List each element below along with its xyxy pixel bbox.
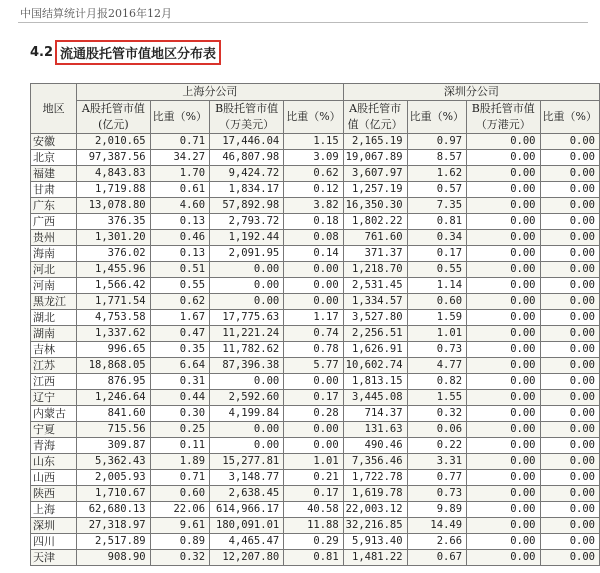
region-cell: 黑龙江 [31, 294, 77, 310]
value-cell: 1,566.42 [77, 278, 150, 294]
table-row [31, 454, 600, 470]
value-cell: 131.63 [343, 422, 407, 438]
value-cell: 0.00 [284, 294, 343, 310]
table-row [31, 230, 600, 246]
value-cell: 10,602.74 [343, 358, 407, 374]
value-cell: 0.00 [467, 454, 540, 470]
value-cell: 1,301.20 [77, 230, 150, 246]
value-cell: 0.97 [407, 134, 466, 150]
value-cell: 11,782.62 [210, 342, 284, 358]
sh-b-ratio-header: 比重（%） [284, 101, 343, 134]
value-cell: 0.32 [150, 550, 209, 566]
value-cell: 0.25 [150, 422, 209, 438]
value-cell: 0.61 [150, 182, 209, 198]
value-cell: 0.00 [210, 422, 284, 438]
value-cell: 0.00 [467, 406, 540, 422]
value-cell: 1,834.17 [210, 182, 284, 198]
value-cell: 0.00 [467, 150, 540, 166]
region-cell: 上海 [31, 502, 77, 518]
table-row [31, 150, 600, 166]
sz-a-ratio-header: 比重（%） [407, 101, 466, 134]
value-cell: 0.00 [210, 278, 284, 294]
value-cell: 0.00 [540, 182, 599, 198]
value-cell: 0.00 [467, 422, 540, 438]
value-cell: 1,218.70 [343, 262, 407, 278]
value-cell: 0.00 [467, 358, 540, 374]
value-cell: 40.58 [284, 502, 343, 518]
value-cell: 0.51 [150, 262, 209, 278]
value-cell: 0.00 [540, 150, 599, 166]
value-cell: 309.87 [77, 438, 150, 454]
value-cell: 0.00 [540, 230, 599, 246]
value-cell: 0.00 [467, 214, 540, 230]
sh-b-share-header: B股托管市值 （万美元） [210, 101, 284, 134]
value-cell: 1,337.62 [77, 326, 150, 342]
region-cell: 陕西 [31, 486, 77, 502]
table-row [31, 182, 600, 198]
value-cell: 16,350.30 [343, 198, 407, 214]
table-row [31, 294, 600, 310]
region-cell: 河南 [31, 278, 77, 294]
value-cell: 2.66 [407, 534, 466, 550]
value-cell: 0.00 [467, 182, 540, 198]
distribution-table [30, 83, 600, 566]
value-cell: 0.00 [540, 406, 599, 422]
value-cell: 2,165.19 [343, 134, 407, 150]
value-cell: 0.29 [284, 534, 343, 550]
value-cell: 22,003.12 [343, 502, 407, 518]
section-heading [30, 40, 221, 65]
region-cell: 四川 [31, 534, 77, 550]
value-cell: 32,216.85 [343, 518, 407, 534]
value-cell: 1,771.54 [77, 294, 150, 310]
value-cell: 841.60 [77, 406, 150, 422]
value-cell: 0.81 [284, 550, 343, 566]
report-header: 中国结算统计月报2016年12月 [20, 7, 172, 20]
value-cell: 0.71 [150, 470, 209, 486]
value-cell: 180,091.01 [210, 518, 284, 534]
value-cell: 1.67 [150, 310, 209, 326]
header-rule [18, 22, 588, 23]
value-cell: 4.60 [150, 198, 209, 214]
value-cell: 371.37 [343, 246, 407, 262]
region-cell: 安徽 [31, 134, 77, 150]
value-cell: 7,356.46 [343, 454, 407, 470]
value-cell: 0.00 [540, 326, 599, 342]
value-cell: 1.89 [150, 454, 209, 470]
value-cell: 17,775.63 [210, 310, 284, 326]
section-title: 流通股托管市值地区分布表 [55, 40, 221, 65]
value-cell: 0.00 [467, 502, 540, 518]
value-cell: 7.35 [407, 198, 466, 214]
value-cell: 3,607.97 [343, 166, 407, 182]
value-cell: 0.71 [150, 134, 209, 150]
value-cell: 19,067.89 [343, 150, 407, 166]
value-cell: 3.09 [284, 150, 343, 166]
value-cell: 0.00 [210, 374, 284, 390]
value-cell: 0.00 [540, 246, 599, 262]
value-cell: 1.15 [284, 134, 343, 150]
value-cell: 0.34 [407, 230, 466, 246]
value-cell: 3,148.77 [210, 470, 284, 486]
value-cell: 3,445.08 [343, 390, 407, 406]
value-cell: 57,892.98 [210, 198, 284, 214]
value-cell: 0.81 [407, 214, 466, 230]
value-cell: 0.00 [540, 278, 599, 294]
value-cell: 1.59 [407, 310, 466, 326]
region-cell: 内蒙古 [31, 406, 77, 422]
value-cell: 0.60 [150, 486, 209, 502]
value-cell: 0.00 [540, 454, 599, 470]
value-cell: 1,481.22 [343, 550, 407, 566]
value-cell: 0.00 [467, 230, 540, 246]
table-row [31, 438, 600, 454]
region-cell: 宁夏 [31, 422, 77, 438]
value-cell: 3.31 [407, 454, 466, 470]
value-cell: 0.57 [407, 182, 466, 198]
value-cell: 0.00 [540, 198, 599, 214]
value-cell: 0.17 [284, 486, 343, 502]
value-cell: 0.74 [284, 326, 343, 342]
value-cell: 0.17 [407, 246, 466, 262]
table-row [31, 358, 600, 374]
value-cell: 0.08 [284, 230, 343, 246]
value-cell: 9.89 [407, 502, 466, 518]
value-cell: 0.17 [284, 390, 343, 406]
value-cell: 87,396.38 [210, 358, 284, 374]
sh-a-ratio-header: 比重（%） [150, 101, 209, 134]
table-row [31, 406, 600, 422]
value-cell: 0.00 [540, 358, 599, 374]
value-cell: 0.62 [284, 166, 343, 182]
value-cell: 62,680.13 [77, 502, 150, 518]
region-cell: 青海 [31, 438, 77, 454]
value-cell: 0.00 [467, 310, 540, 326]
value-cell: 0.11 [150, 438, 209, 454]
region-cell: 湖南 [31, 326, 77, 342]
region-cell: 广西 [31, 214, 77, 230]
table-row [31, 278, 600, 294]
value-cell: 0.77 [407, 470, 466, 486]
region-cell: 吉林 [31, 342, 77, 358]
value-cell: 0.78 [284, 342, 343, 358]
value-cell: 376.02 [77, 246, 150, 262]
region-cell: 辽宁 [31, 390, 77, 406]
value-cell: 14.49 [407, 518, 466, 534]
value-cell: 0.00 [540, 166, 599, 182]
table-row [31, 214, 600, 230]
table-row [31, 246, 600, 262]
value-cell: 1,719.88 [77, 182, 150, 198]
value-cell: 0.73 [407, 342, 466, 358]
value-cell: 0.89 [150, 534, 209, 550]
value-cell: 0.00 [467, 326, 540, 342]
value-cell: 2,091.95 [210, 246, 284, 262]
value-cell: 0.00 [284, 262, 343, 278]
value-cell: 1,710.67 [77, 486, 150, 502]
table-row [31, 134, 600, 150]
region-cell: 山东 [31, 454, 77, 470]
value-cell: 0.00 [284, 422, 343, 438]
value-cell: 1,257.19 [343, 182, 407, 198]
section-number: 4.2 [30, 45, 54, 60]
value-cell: 0.00 [540, 550, 599, 566]
value-cell: 0.13 [150, 246, 209, 262]
table-row [31, 422, 600, 438]
value-cell: 0.00 [467, 390, 540, 406]
value-cell: 0.00 [467, 550, 540, 566]
value-cell: 12,207.80 [210, 550, 284, 566]
value-cell: 8.57 [407, 150, 466, 166]
value-cell: 1,334.57 [343, 294, 407, 310]
value-cell: 27,318.97 [77, 518, 150, 534]
value-cell: 0.60 [407, 294, 466, 310]
value-cell: 0.35 [150, 342, 209, 358]
region-cell: 河北 [31, 262, 77, 278]
value-cell: 0.00 [467, 518, 540, 534]
value-cell: 17,446.04 [210, 134, 284, 150]
value-cell: 18,868.05 [77, 358, 150, 374]
value-cell: 1,626.91 [343, 342, 407, 358]
value-cell: 0.00 [540, 262, 599, 278]
value-cell: 715.56 [77, 422, 150, 438]
value-cell: 0.73 [407, 486, 466, 502]
value-cell: 6.64 [150, 358, 209, 374]
value-cell: 376.35 [77, 214, 150, 230]
value-cell: 2,793.72 [210, 214, 284, 230]
value-cell: 0.14 [284, 246, 343, 262]
value-cell: 0.00 [540, 422, 599, 438]
value-cell: 1.55 [407, 390, 466, 406]
value-cell: 2,531.45 [343, 278, 407, 294]
value-cell: 2,005.93 [77, 470, 150, 486]
region-cell: 深圳 [31, 518, 77, 534]
value-cell: 0.00 [467, 294, 540, 310]
value-cell: 1,619.78 [343, 486, 407, 502]
value-cell: 4,843.83 [77, 166, 150, 182]
value-cell: 0.21 [284, 470, 343, 486]
value-cell: 13,078.80 [77, 198, 150, 214]
region-cell: 北京 [31, 150, 77, 166]
value-cell: 0.00 [467, 470, 540, 486]
region-cell: 湖北 [31, 310, 77, 326]
table-row [31, 198, 600, 214]
value-cell: 0.00 [540, 310, 599, 326]
value-cell: 5.77 [284, 358, 343, 374]
value-cell: 0.00 [540, 214, 599, 230]
value-cell: 0.44 [150, 390, 209, 406]
value-cell: 11,221.24 [210, 326, 284, 342]
table-row [31, 534, 600, 550]
region-cell: 甘肃 [31, 182, 77, 198]
value-cell: 0.00 [467, 438, 540, 454]
value-cell: 0.00 [540, 518, 599, 534]
value-cell: 2,592.60 [210, 390, 284, 406]
value-cell: 1,455.96 [77, 262, 150, 278]
value-cell: 0.00 [540, 134, 599, 150]
value-cell: 9.61 [150, 518, 209, 534]
table-row [31, 550, 600, 566]
value-cell: 614,966.17 [210, 502, 284, 518]
value-cell: 1.01 [284, 454, 343, 470]
value-cell: 4,753.58 [77, 310, 150, 326]
table-row [31, 374, 600, 390]
table-row [31, 262, 600, 278]
value-cell: 4,199.84 [210, 406, 284, 422]
value-cell: 1.01 [407, 326, 466, 342]
sh-a-share-header: A股托管市值 (亿元) [77, 101, 150, 134]
value-cell: 0.46 [150, 230, 209, 246]
region-cell: 江西 [31, 374, 77, 390]
value-cell: 0.55 [150, 278, 209, 294]
value-cell: 0.00 [540, 534, 599, 550]
value-cell: 0.82 [407, 374, 466, 390]
value-cell: 0.00 [467, 278, 540, 294]
sz-b-ratio-header: 比重（%） [540, 101, 599, 134]
value-cell: 0.00 [540, 438, 599, 454]
value-cell: 0.00 [540, 470, 599, 486]
sz-b-share-header: B股托管市值 （万港元） [467, 101, 540, 134]
value-cell: 714.37 [343, 406, 407, 422]
value-cell: 11.88 [284, 518, 343, 534]
value-cell: 1.17 [284, 310, 343, 326]
value-cell: 5,362.43 [77, 454, 150, 470]
value-cell: 46,807.98 [210, 150, 284, 166]
value-cell: 0.00 [540, 486, 599, 502]
value-cell: 0.00 [210, 262, 284, 278]
value-cell: 0.00 [284, 374, 343, 390]
value-cell: 0.00 [467, 198, 540, 214]
value-cell: 2,256.51 [343, 326, 407, 342]
value-cell: 0.00 [540, 294, 599, 310]
value-cell: 0.00 [467, 246, 540, 262]
value-cell: 0.28 [284, 406, 343, 422]
value-cell: 0.31 [150, 374, 209, 390]
value-cell: 0.00 [210, 438, 284, 454]
table-row [31, 518, 600, 534]
value-cell: 0.13 [150, 214, 209, 230]
shanghai-group-header: 上海分公司 [77, 84, 344, 101]
value-cell: 1,246.64 [77, 390, 150, 406]
value-cell: 0.12 [284, 182, 343, 198]
value-cell: 4.77 [407, 358, 466, 374]
value-cell: 0.00 [467, 166, 540, 182]
table-row [31, 470, 600, 486]
value-cell: 876.95 [77, 374, 150, 390]
value-cell: 0.00 [540, 374, 599, 390]
value-cell: 2,010.65 [77, 134, 150, 150]
value-cell: 0.00 [210, 294, 284, 310]
region-cell: 江苏 [31, 358, 77, 374]
value-cell: 0.00 [467, 534, 540, 550]
region-cell: 山西 [31, 470, 77, 486]
value-cell: 1,192.44 [210, 230, 284, 246]
value-cell: 490.46 [343, 438, 407, 454]
value-cell: 0.00 [540, 342, 599, 358]
region-cell: 贵州 [31, 230, 77, 246]
value-cell: 0.18 [284, 214, 343, 230]
table-row [31, 166, 600, 182]
value-cell: 0.55 [407, 262, 466, 278]
value-cell: 0.06 [407, 422, 466, 438]
table-row [31, 502, 600, 518]
value-cell: 0.00 [540, 502, 599, 518]
value-cell: 0.00 [467, 262, 540, 278]
region-cell: 海南 [31, 246, 77, 262]
value-cell: 0.00 [467, 342, 540, 358]
table-row [31, 342, 600, 358]
value-cell: 1.70 [150, 166, 209, 182]
value-cell: 3.82 [284, 198, 343, 214]
value-cell: 2,638.45 [210, 486, 284, 502]
value-cell: 0.47 [150, 326, 209, 342]
region-header: 地区 [31, 84, 77, 134]
value-cell: 0.00 [540, 390, 599, 406]
value-cell: 0.00 [284, 438, 343, 454]
value-cell: 1,722.78 [343, 470, 407, 486]
value-cell: 0.22 [407, 438, 466, 454]
table-row [31, 310, 600, 326]
value-cell: 996.65 [77, 342, 150, 358]
value-cell: 34.27 [150, 150, 209, 166]
value-cell: 15,277.81 [210, 454, 284, 470]
value-cell: 1.14 [407, 278, 466, 294]
value-cell: 0.00 [284, 278, 343, 294]
table-row [31, 390, 600, 406]
shenzhen-group-header: 深圳分公司 [343, 84, 599, 101]
value-cell: 0.62 [150, 294, 209, 310]
table-row [31, 326, 600, 342]
value-cell: 761.60 [343, 230, 407, 246]
value-cell: 4,465.47 [210, 534, 284, 550]
region-cell: 广东 [31, 198, 77, 214]
value-cell: 2,517.89 [77, 534, 150, 550]
value-cell: 0.00 [467, 486, 540, 502]
value-cell: 1.62 [407, 166, 466, 182]
value-cell: 1,813.15 [343, 374, 407, 390]
value-cell: 0.30 [150, 406, 209, 422]
value-cell: 0.32 [407, 406, 466, 422]
value-cell: 9,424.72 [210, 166, 284, 182]
value-cell: 3,527.80 [343, 310, 407, 326]
region-cell: 天津 [31, 550, 77, 566]
value-cell: 1,802.22 [343, 214, 407, 230]
sz-a-share-header: A股托管市 值（亿元） [343, 101, 407, 134]
value-cell: 0.00 [467, 374, 540, 390]
value-cell: 97,387.56 [77, 150, 150, 166]
value-cell: 908.90 [77, 550, 150, 566]
table-row [31, 486, 600, 502]
region-cell: 福建 [31, 166, 77, 182]
value-cell: 5,913.40 [343, 534, 407, 550]
value-cell: 0.00 [467, 134, 540, 150]
value-cell: 0.67 [407, 550, 466, 566]
value-cell: 22.06 [150, 502, 209, 518]
table-body [31, 134, 600, 566]
